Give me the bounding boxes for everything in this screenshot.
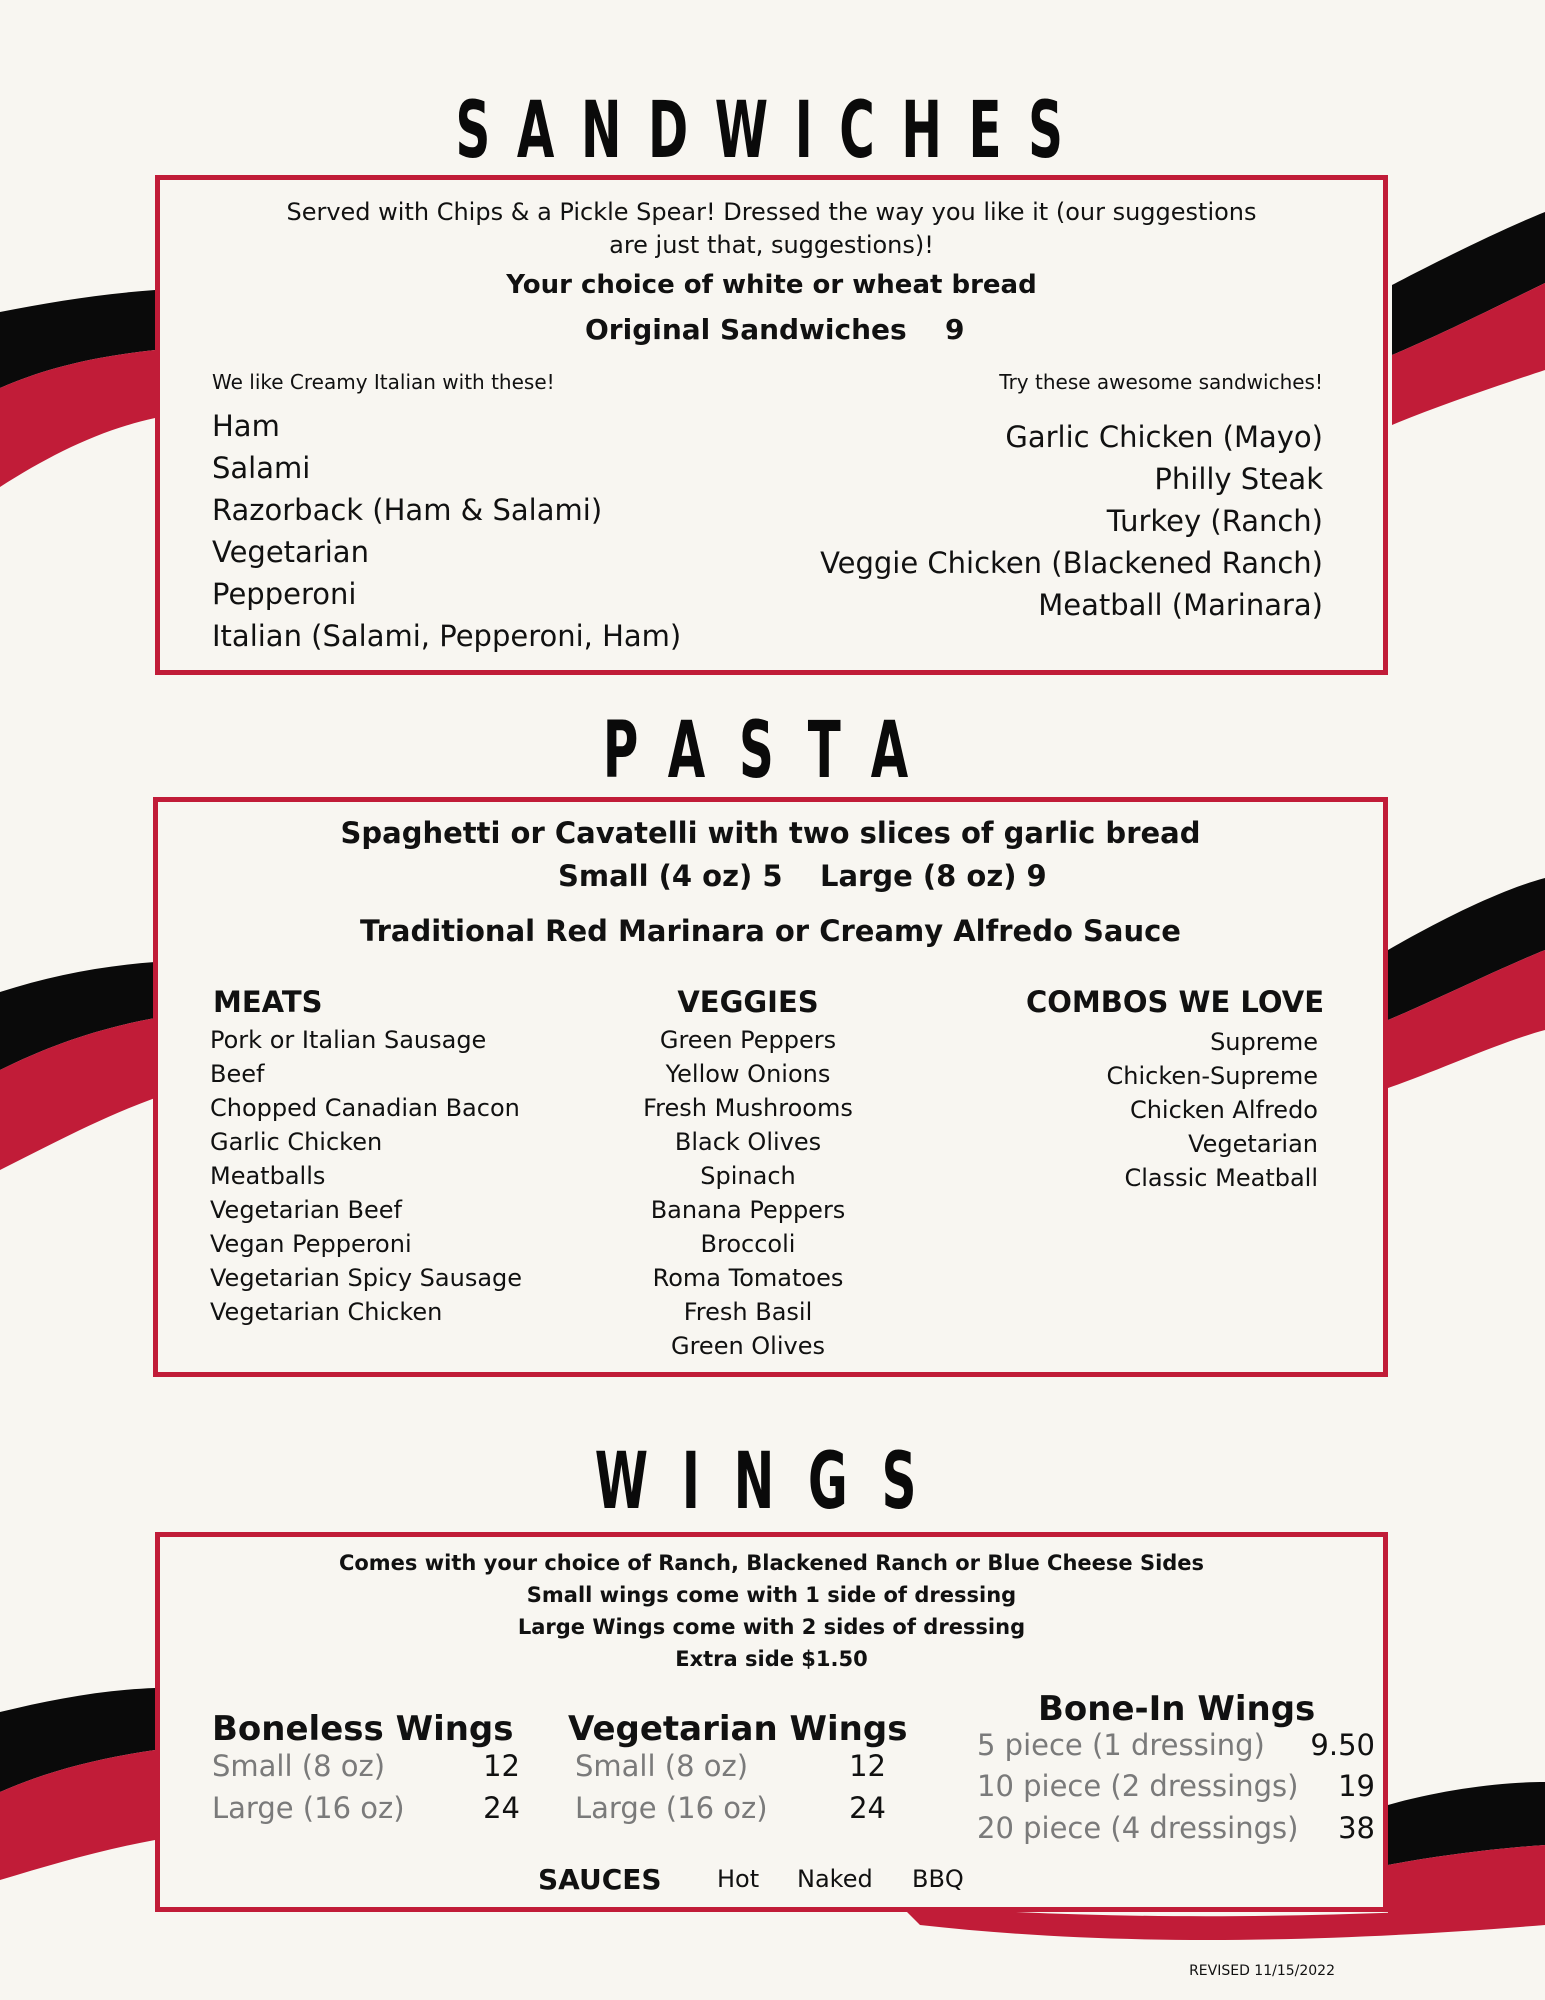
pasta-title: PASTA bbox=[602, 706, 943, 796]
sauce-naked: Naked bbox=[797, 1865, 873, 1893]
list-item: Green Peppers bbox=[659, 1026, 837, 1054]
list-item: Turkey (Ranch) bbox=[1106, 504, 1323, 538]
list-item: Vegetarian bbox=[1188, 1130, 1318, 1158]
combos-header: COMBOS WE LOVE bbox=[1026, 985, 1325, 1019]
list-item: Vegetarian Beef bbox=[210, 1196, 402, 1224]
sauces-label: SAUCES bbox=[538, 1863, 662, 1896]
vegetarian-wings-header: Vegetarian Wings bbox=[568, 1709, 908, 1749]
sandwiches-intro-1: Served with Chips & a Pickle Spear! Dressed the way you like it (our suggestions bbox=[286, 198, 1257, 226]
vegetarian-large-label: Large (16 oz) bbox=[575, 1791, 768, 1825]
wings-info-2: Small wings come with 1 side of dressing bbox=[526, 1583, 1017, 1607]
meats-header: MEATS bbox=[213, 985, 323, 1019]
wings-info-3: Large Wings come with 2 sides of dressing bbox=[517, 1615, 1026, 1639]
bonein-row-2-label: 10 piece (2 dressings) bbox=[977, 1769, 1299, 1803]
list-item: Chopped Canadian Bacon bbox=[210, 1094, 520, 1122]
boneless-wings-header: Boneless Wings bbox=[212, 1709, 514, 1749]
boneless-small-price: 12 bbox=[483, 1749, 520, 1783]
list-item: Salami bbox=[212, 451, 311, 485]
sandwiches-intro-2: are just that, suggestions)! bbox=[609, 231, 934, 259]
veggies-header: VEGGIES bbox=[677, 985, 819, 1019]
bonein-row-1-label: 5 piece (1 dressing) bbox=[977, 1728, 1265, 1762]
wings-box bbox=[155, 1532, 1388, 1912]
bonein-wings-header: Bone-In Wings bbox=[1038, 1689, 1316, 1729]
sandwiches-title: SANDWICHES bbox=[455, 86, 1090, 176]
wings-info-4: Extra side $1.50 bbox=[675, 1647, 868, 1671]
bonein-row-1-price: 9.50 bbox=[1310, 1728, 1375, 1762]
sauce-hot: Hot bbox=[717, 1865, 760, 1893]
list-item: Garlic Chicken (Mayo) bbox=[1005, 420, 1323, 454]
combos-list bbox=[1107, 1025, 1318, 1195]
list-item: Broccoli bbox=[700, 1230, 796, 1258]
vegetarian-small-label: Small (8 oz) bbox=[575, 1749, 749, 1783]
list-item: Vegetarian Spicy Sausage bbox=[210, 1264, 523, 1292]
bread-choice: Your choice of white or wheat bread bbox=[506, 270, 1037, 300]
sandwiches-box bbox=[155, 175, 1388, 675]
list-item: Fresh Mushrooms bbox=[643, 1094, 853, 1122]
list-item: Veggie Chicken (Blackened Ranch) bbox=[820, 546, 1323, 580]
list-item: Supreme bbox=[1210, 1028, 1318, 1056]
list-item: Roma Tomatoes bbox=[652, 1264, 844, 1292]
sauce-bbq: BBQ bbox=[912, 1865, 964, 1893]
list-item: Ham bbox=[212, 409, 280, 443]
list-item: Pepperoni bbox=[212, 577, 357, 611]
list-item: Razorback (Ham & Salami) bbox=[212, 493, 603, 527]
revised-date: REVISED 11/15/2022 bbox=[1189, 1963, 1335, 1979]
original-sandwiches-price: 9 bbox=[945, 313, 965, 346]
bonein-row-3-price: 38 bbox=[1338, 1811, 1375, 1845]
list-item: Garlic Chicken bbox=[210, 1128, 383, 1156]
boneless-large-label: Large (16 oz) bbox=[212, 1791, 405, 1825]
list-item: Classic Meatball bbox=[1124, 1164, 1318, 1192]
pasta-box bbox=[153, 797, 1388, 1377]
vegetarian-large-price: 24 bbox=[849, 1791, 886, 1825]
list-item: Philly Steak bbox=[1154, 462, 1323, 496]
bonein-row-3-label: 20 piece (4 dressings) bbox=[977, 1811, 1299, 1845]
list-item: Green Olives bbox=[670, 1332, 825, 1360]
wings-info-1: Comes with your choice of Ranch, Blackened Ranch or Blue Cheese Sides bbox=[338, 1551, 1205, 1575]
list-item: Meatballs bbox=[210, 1162, 326, 1190]
boneless-large-price: 24 bbox=[483, 1791, 520, 1825]
meats-list bbox=[210, 1023, 522, 1329]
list-item: Fresh Basil bbox=[683, 1298, 813, 1326]
pasta-small-price: Small (4 oz) 5 bbox=[558, 859, 783, 893]
list-item: Beef bbox=[210, 1060, 265, 1088]
list-item: Italian (Salami, Pepperoni, Ham) bbox=[212, 619, 682, 653]
original-sandwiches-label: Original Sandwiches bbox=[585, 313, 907, 346]
left-note: We like Creamy Italian with these! bbox=[212, 370, 555, 394]
left-sandwich-list bbox=[212, 405, 681, 657]
list-item: Chicken Alfredo bbox=[1129, 1096, 1318, 1124]
boneless-small-label: Small (8 oz) bbox=[212, 1749, 386, 1783]
veggies-list bbox=[598, 1023, 898, 1363]
wings-title: WINGS bbox=[594, 1437, 951, 1527]
list-item: Vegetarian Chicken bbox=[210, 1298, 443, 1326]
list-item: Meatball (Marinara) bbox=[1038, 588, 1323, 622]
list-item: Spinach bbox=[700, 1162, 796, 1190]
list-item: Vegan Pepperoni bbox=[210, 1230, 412, 1258]
list-item: Pork or Italian Sausage bbox=[210, 1026, 487, 1054]
bonein-row-2-price: 19 bbox=[1338, 1769, 1375, 1803]
right-note: Try these awesome sandwiches! bbox=[999, 370, 1323, 394]
list-item: Yellow Onions bbox=[665, 1060, 831, 1088]
pasta-sauce: Traditional Red Marinara or Creamy Alfredo Sauce bbox=[360, 914, 1181, 948]
list-item: Vegetarian bbox=[212, 535, 369, 569]
list-item: Banana Peppers bbox=[650, 1196, 846, 1224]
vegetarian-small-price: 12 bbox=[849, 1749, 886, 1783]
pasta-description: Spaghetti or Cavatelli with two slices of garlic bread bbox=[340, 816, 1201, 850]
right-sandwich-list bbox=[820, 416, 1323, 626]
list-item: Chicken-Supreme bbox=[1106, 1062, 1318, 1090]
list-item: Black Olives bbox=[674, 1128, 822, 1156]
pasta-large-price: Large (8 oz) 9 bbox=[820, 859, 1047, 893]
